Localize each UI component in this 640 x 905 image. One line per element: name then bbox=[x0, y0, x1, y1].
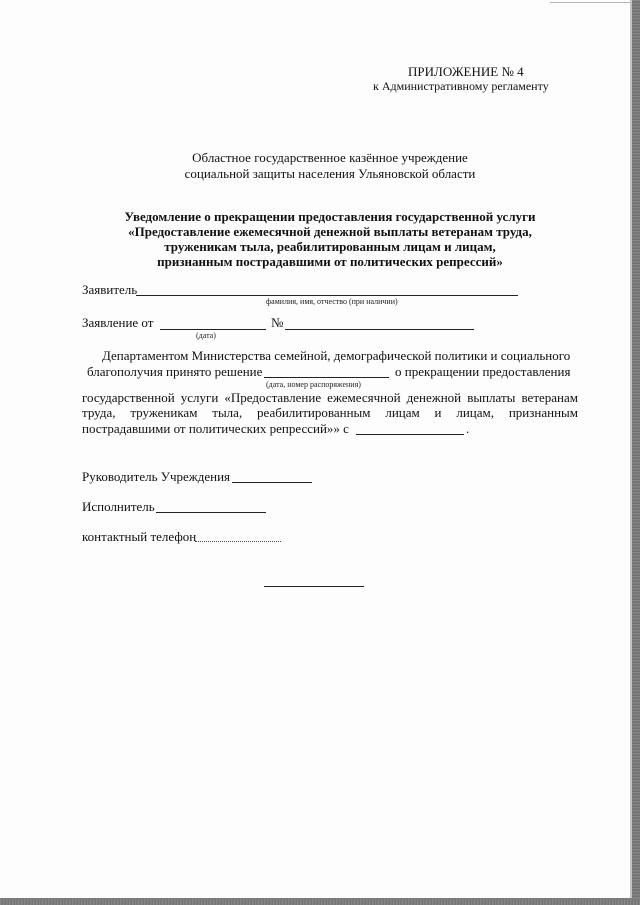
decision-line-3: государственной услуги «Предоставление ежемесячной денежной выплаты ветеранам bbox=[82, 390, 578, 405]
notice-title-line-2: «Предоставление ежемесячной денежной выплаты ветеранам труда, bbox=[128, 224, 532, 239]
notice-title-line-4: признанным пострадавшими от политических репрессий» bbox=[157, 254, 503, 269]
decision-line-5-prefix: пострадавшими от политических репрессий»» с bbox=[82, 421, 349, 436]
institution-line-1: Областное государственное казённое учреждение bbox=[192, 150, 468, 165]
decision-line-1: Департаментом Министерства семейной, демографической политики и социального bbox=[102, 348, 571, 363]
closing-divider bbox=[264, 586, 364, 587]
institution-line-2: социальной защиты населения Ульяновской области bbox=[184, 166, 476, 181]
decision-caption: (дата, номер распоряжения) bbox=[266, 380, 361, 389]
phone-label: контактный телефон bbox=[82, 529, 197, 544]
application-number-line[interactable] bbox=[285, 329, 474, 330]
application-date-caption: (дата) bbox=[196, 331, 216, 340]
decision-line-2-suffix: о прекращении предоставления bbox=[395, 364, 571, 379]
applicant-field-line[interactable] bbox=[136, 295, 518, 296]
application-date-line[interactable] bbox=[160, 329, 266, 330]
from-date-field-line[interactable] bbox=[356, 434, 464, 435]
executor-signature-line[interactable] bbox=[156, 512, 266, 513]
decision-line-4: труда, труженикам тыла, реабилитированным лицам и лицам, признанным bbox=[82, 405, 578, 420]
appendix-subtitle: к Административному регламенту bbox=[373, 79, 549, 93]
decision-line-2-prefix: благополучия принято решение bbox=[87, 364, 263, 379]
phone-field-line[interactable] bbox=[195, 541, 281, 542]
decision-line-5-suffix: . bbox=[466, 421, 470, 436]
applicant-label: Заявитель bbox=[82, 282, 138, 297]
scan-edge-top bbox=[550, 2, 630, 3]
notice-title-line-3: труженикам тыла, реабилитированным лицам и лицам, bbox=[164, 239, 496, 254]
notice-title-line-1: Уведомление о прекращении предоставления государственной услуги bbox=[124, 209, 536, 224]
head-signature-line[interactable] bbox=[232, 482, 312, 483]
scan-edge-right bbox=[632, 0, 640, 905]
executor-label: Исполнитель bbox=[82, 499, 155, 514]
application-number-label: № bbox=[271, 315, 284, 330]
decision-field-line[interactable] bbox=[264, 377, 389, 378]
decision-paragraph bbox=[82, 390, 578, 420]
scan-edge-bottom bbox=[0, 898, 640, 905]
application-label: Заявление от bbox=[82, 315, 154, 330]
applicant-caption: фамилия, имя, отчество (при наличии) bbox=[266, 297, 398, 306]
head-label: Руководитель Учреждения bbox=[82, 469, 231, 484]
appendix-title: ПРИЛОЖЕНИЕ № 4 bbox=[408, 64, 524, 79]
